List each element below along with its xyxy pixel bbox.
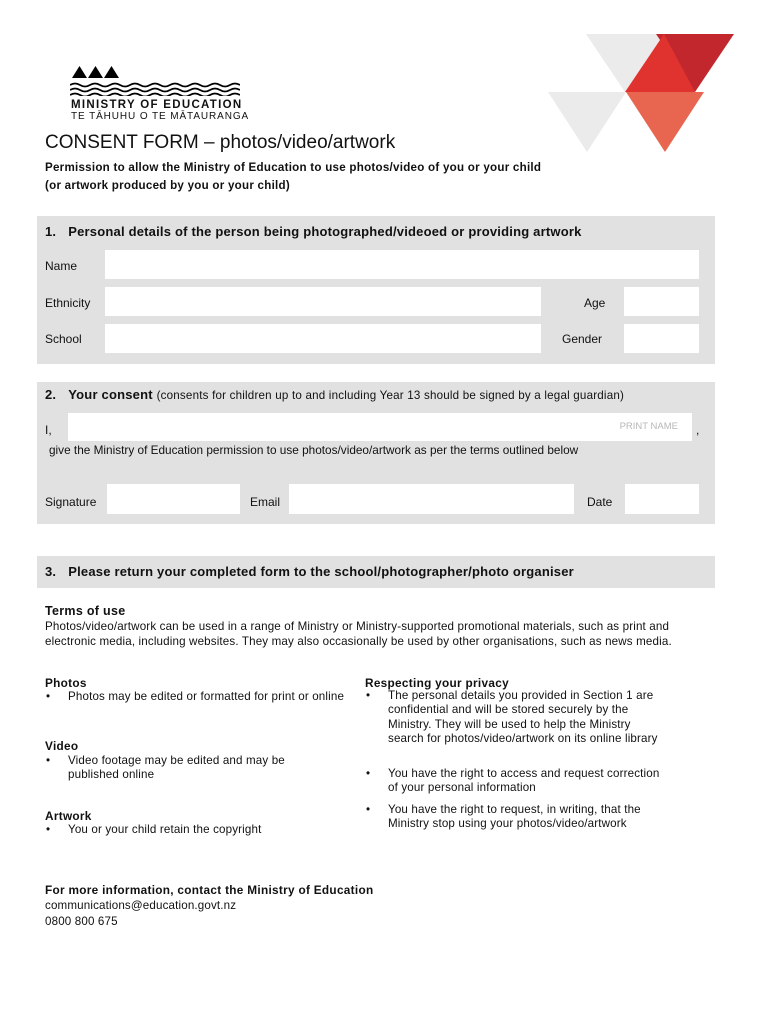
section-3-panel	[37, 556, 715, 588]
list-item: • You have the right to request, in writing, that the Ministry stop using your photos/video/artwork	[365, 803, 665, 832]
gender-field[interactable]	[624, 324, 699, 353]
ministry-logo-waves-icon	[70, 82, 240, 96]
email-label: Email	[250, 495, 281, 509]
list-item: • You have the right to access and request correction of your personal information	[365, 767, 665, 796]
contact-phone: 0800 800 675	[45, 915, 118, 928]
list-item: • Photos may be edited or formatted for print or online	[45, 690, 345, 704]
date-field[interactable]	[625, 484, 699, 514]
photos-list	[45, 690, 345, 704]
ethnicity-field[interactable]	[105, 287, 541, 316]
print-name-field[interactable]: PRINT NAME	[68, 413, 692, 441]
list-item: • Video footage may be edited and may be published online	[45, 754, 325, 783]
name-label: Name	[45, 259, 78, 273]
section-1-number: 1.	[45, 224, 57, 239]
name-field[interactable]	[105, 250, 699, 279]
section-2-heading	[45, 387, 624, 402]
age-field[interactable]	[624, 287, 699, 316]
terms-heading: Terms of use	[45, 604, 126, 618]
list-item: • You or your child retain the copyright	[45, 823, 345, 837]
privacy-list	[365, 689, 665, 747]
subtitle-line-2: (or artwork produced by you or your child)	[45, 179, 290, 192]
section-2-number: 2.	[45, 387, 57, 402]
artwork-heading: Artwork	[45, 809, 92, 823]
section-2-title: Your consent	[68, 387, 153, 402]
contact-email[interactable]: communications@education.govt.nz	[45, 899, 237, 912]
logo-title: MINISTRY OF EDUCATION	[71, 99, 243, 111]
section-1-heading	[45, 224, 582, 239]
decorative-triangles-icon	[540, 30, 770, 155]
privacy-list-2	[365, 767, 665, 796]
comma: ,	[696, 423, 700, 437]
photos-heading: Photos	[45, 676, 87, 690]
school-field[interactable]	[105, 324, 541, 353]
section-1-title: Personal details of the person being photographed/videoed or providing artwork	[68, 224, 582, 239]
section-2-note: (consents for children up to and including Year 13 should be signed by a legal guardian)	[156, 389, 625, 402]
i-label: I,	[45, 423, 52, 437]
ministry-logo-mountains-icon	[72, 66, 120, 78]
signature-field[interactable]	[107, 484, 240, 514]
school-label: School	[45, 332, 82, 346]
section-1-panel	[37, 216, 715, 364]
logo-subtitle: TE TĀHUHU O TE MĀTAURANGA	[71, 111, 250, 122]
permission-text: give the Ministry of Education permission to use photos/video/artwork as per the terms outlined below	[49, 443, 579, 457]
terms-intro: Photos/video/artwork can be used in a range of Ministry or Ministry-supported promotional materials, such as print and electronic media, including websites. They may also occasionally be used by other organisations, such as news media.	[45, 620, 672, 648]
page-title: CONSENT FORM – photos/video/artwork	[45, 132, 396, 153]
signature-label: Signature	[45, 495, 97, 509]
list-item: • The personal details you provided in Section 1 are confidential and will be stored securely by the Ministry. They will be used to help the Ministry search for photos/video/artwork on its online library	[365, 689, 665, 747]
section-2-panel	[37, 382, 715, 524]
section-3-number: 3.	[45, 564, 57, 579]
subtitle-line-1: Permission to allow the Ministry of Education to use photos/video of you or your child	[45, 161, 542, 174]
contact-heading: For more information, contact the Ministry of Education	[45, 883, 374, 897]
ethnicity-label: Ethnicity	[45, 296, 91, 310]
privacy-list-3	[365, 803, 665, 832]
video-heading: Video	[45, 739, 79, 753]
email-field[interactable]	[289, 484, 574, 514]
date-label: Date	[587, 495, 613, 509]
section-3-title: Please return your completed form to the school/photographer/photo organiser	[68, 564, 574, 579]
privacy-heading: Respecting your privacy	[365, 676, 509, 690]
section-3-heading	[45, 564, 574, 579]
video-list	[45, 754, 325, 783]
gender-label: Gender	[562, 332, 603, 346]
age-label: Age	[584, 296, 606, 310]
artwork-list	[45, 823, 345, 837]
